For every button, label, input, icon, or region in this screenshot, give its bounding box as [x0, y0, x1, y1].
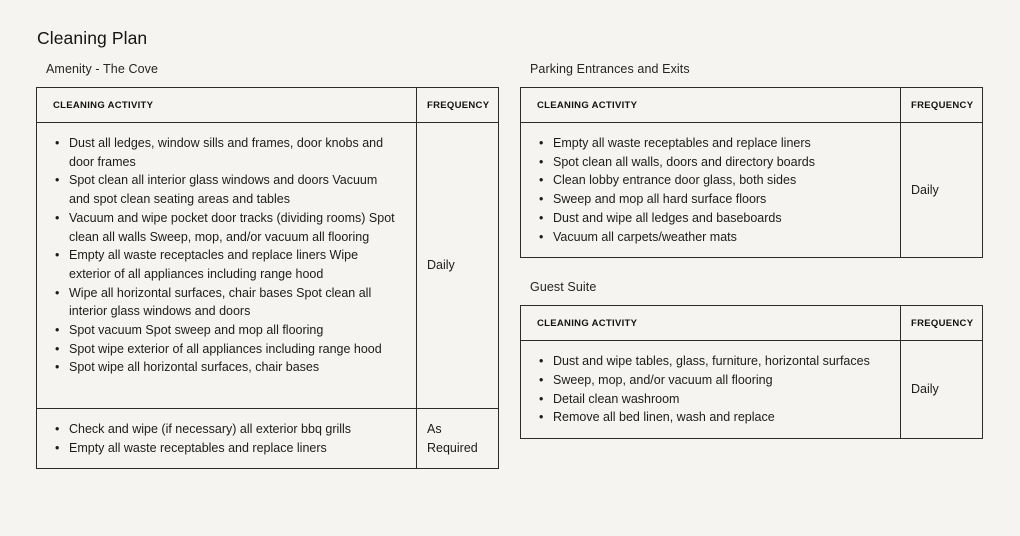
- frequency-cell: Daily: [900, 123, 982, 257]
- cleaning-activity-item: • Spot clean all interior glass windows and doors Vacuum and spot clean seating areas and tables: [53, 171, 400, 208]
- section-title: Parking Entrances and Exits: [530, 62, 690, 76]
- table-row: [37, 123, 498, 408]
- activity-list: [537, 134, 884, 246]
- cleaning-activity-cell: [37, 409, 416, 468]
- section-amenity-the-cove: [36, 62, 499, 469]
- section-title: Guest Suite: [530, 280, 597, 295]
- cleaning-activity-item: • Vacuum all carpets/weather mats: [537, 228, 884, 247]
- column-header-frequency: FREQUENCY: [900, 306, 982, 340]
- section-parking-entrances-and-exits: [520, 62, 983, 258]
- cleaning-activity-item: • Spot vacuum Spot sweep and mop all flooring: [53, 321, 400, 340]
- cleaning-activity-item: • Check and wipe (if necessary) all exterior bbq grills: [53, 420, 400, 439]
- table-header-row: [521, 88, 982, 123]
- table-header-row: [521, 306, 982, 341]
- frequency-cell: Daily: [416, 123, 498, 408]
- column-header-cleaning-activity: CLEANING ACTIVITY: [537, 99, 638, 111]
- cleaning-activity-item: • Spot wipe all horizontal surfaces, chair bases: [53, 358, 400, 377]
- right-column: [520, 62, 983, 439]
- column-header-cleaning-activity: CLEANING ACTIVITY: [53, 99, 154, 111]
- cleaning-table-amenity: [36, 87, 499, 469]
- activity-list: [53, 420, 400, 457]
- activity-list: [537, 352, 884, 427]
- frequency-cell: As Required: [416, 409, 498, 468]
- cleaning-activity-cell: [521, 123, 900, 257]
- cleaning-activity-item: • Clean lobby entrance door glass, both sides: [537, 171, 884, 190]
- table-row: [37, 408, 498, 468]
- cleaning-activity-item: • Sweep, mop, and/or vacuum all flooring: [537, 371, 884, 390]
- table-row: [521, 123, 982, 257]
- cleaning-activity-item: • Remove all bed linen, wash and replace: [537, 408, 884, 427]
- column-header-frequency: FREQUENCY: [416, 88, 498, 122]
- section-title: Amenity - The Cove: [46, 62, 159, 76]
- frequency-cell: Daily: [900, 341, 982, 438]
- cleaning-activity-item: • Dust all ledges, window sills and frames, door knobs and door frames: [53, 134, 400, 171]
- cleaning-activity-item: • Empty all waste receptacles and replace liners Wipe exterior of all appliances including range hood: [53, 246, 400, 283]
- cleaning-activity-item: • Dust and wipe tables, glass, furniture, horizontal surfaces: [537, 352, 884, 371]
- page-title: Cleaning Plan: [37, 27, 148, 48]
- table-header-row: [37, 88, 498, 123]
- cleaning-activity-item: • Detail clean washroom: [537, 390, 884, 409]
- column-header-frequency: FREQUENCY: [900, 88, 982, 122]
- cleaning-activity-cell: [37, 123, 416, 408]
- cleaning-activity-cell: [521, 341, 900, 438]
- cleaning-activity-item: • Dust and wipe all ledges and baseboards: [537, 209, 884, 228]
- cleaning-activity-item: • Empty all waste receptables and replace liners: [53, 439, 400, 458]
- cleaning-activity-item: • Vacuum and wipe pocket door tracks (dividing rooms) Spot clean all walls Sweep, mop, and/or vacuum all flooring: [53, 209, 400, 246]
- table-row: [521, 341, 982, 438]
- cleaning-table-parking: [520, 87, 983, 258]
- cleaning-activity-item: • Spot wipe exterior of all appliances including range hood: [53, 340, 400, 359]
- cleaning-table-guest-suite: [520, 305, 983, 439]
- column-header-cleaning-activity: CLEANING ACTIVITY: [537, 317, 638, 329]
- cleaning-activity-item: • Spot clean all walls, doors and directory boards: [537, 153, 884, 172]
- cleaning-activity-item: • Empty all waste receptables and replace liners: [537, 134, 884, 153]
- activity-list: [53, 134, 400, 377]
- cleaning-activity-item: • Sweep and mop all hard surface floors: [537, 190, 884, 209]
- cleaning-activity-item: • Wipe all horizontal surfaces, chair bases Spot clean all interior glass windows and doors: [53, 284, 400, 321]
- left-column: [36, 62, 499, 469]
- section-guest-suite: [520, 280, 983, 439]
